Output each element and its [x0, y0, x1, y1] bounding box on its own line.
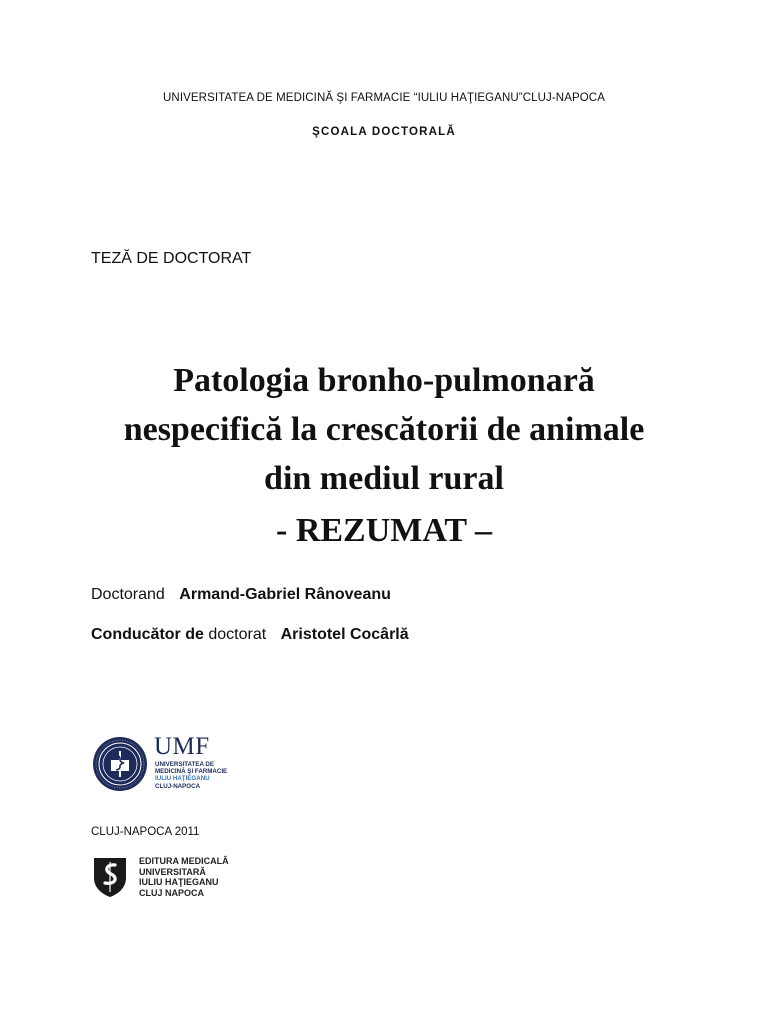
umf-seal-icon: [92, 735, 148, 793]
publisher-line-1: EDITURA MEDICALĂ: [139, 856, 229, 866]
supervisor-name: Aristotel Cocârlă: [280, 626, 409, 643]
umf-subtitle: [155, 761, 227, 790]
umf-wordmark: UMF: [154, 733, 210, 760]
supervisor-label-bold: Conducător de: [91, 626, 204, 643]
umf-logo: [92, 735, 262, 795]
doctorand-label: Doctorand: [91, 586, 165, 603]
publisher-line-3: IULIU HAŢIEGANU: [139, 877, 219, 887]
publisher-logo: [92, 856, 232, 900]
city-year: CLUJ-NAPOCA 2011: [91, 826, 200, 838]
title-line-2: nespecifică la crescătorii de animale: [123, 411, 645, 448]
umf-line-2: MEDICINĂ ŞI FARMACIE: [155, 768, 228, 776]
title-line-1: Patologia bronho-pulmonară: [173, 362, 595, 399]
publisher-text: [139, 856, 229, 898]
title-line-3: din mediul rural: [264, 460, 504, 497]
publisher-shield-icon: [92, 856, 128, 898]
thesis-type: TEZĂ DE DOCTORAT: [91, 250, 252, 267]
publisher-line-4: CLUJ NAPOCA: [139, 887, 205, 898]
summary-label: - REZUMAT –: [276, 512, 492, 549]
doctorand-line: [91, 586, 391, 604]
supervisor-line: [91, 626, 409, 644]
supervisor-label-plain: doctorat: [208, 626, 267, 643]
umf-line-4: CLUJ-NAPOCA: [155, 782, 201, 790]
umf-line-3: IULIU HAŢIEGANU: [155, 775, 210, 783]
umf-line-1: UNIVERSITATEA DE: [155, 761, 215, 768]
university-header: UNIVERSITATEA DE MEDICINĂ ŞI FARMACIE “IULIU HAŢIEGANU”CLUJ-NAPOCA: [163, 92, 605, 104]
doctorand-name: Armand-Gabriel Rânoveanu: [179, 586, 391, 603]
publisher-line-2: UNIVERSITARĂ: [139, 866, 206, 877]
doctoral-school: ŞCOALA DOCTORALĂ: [312, 126, 456, 138]
thesis-title: [0, 356, 768, 503]
